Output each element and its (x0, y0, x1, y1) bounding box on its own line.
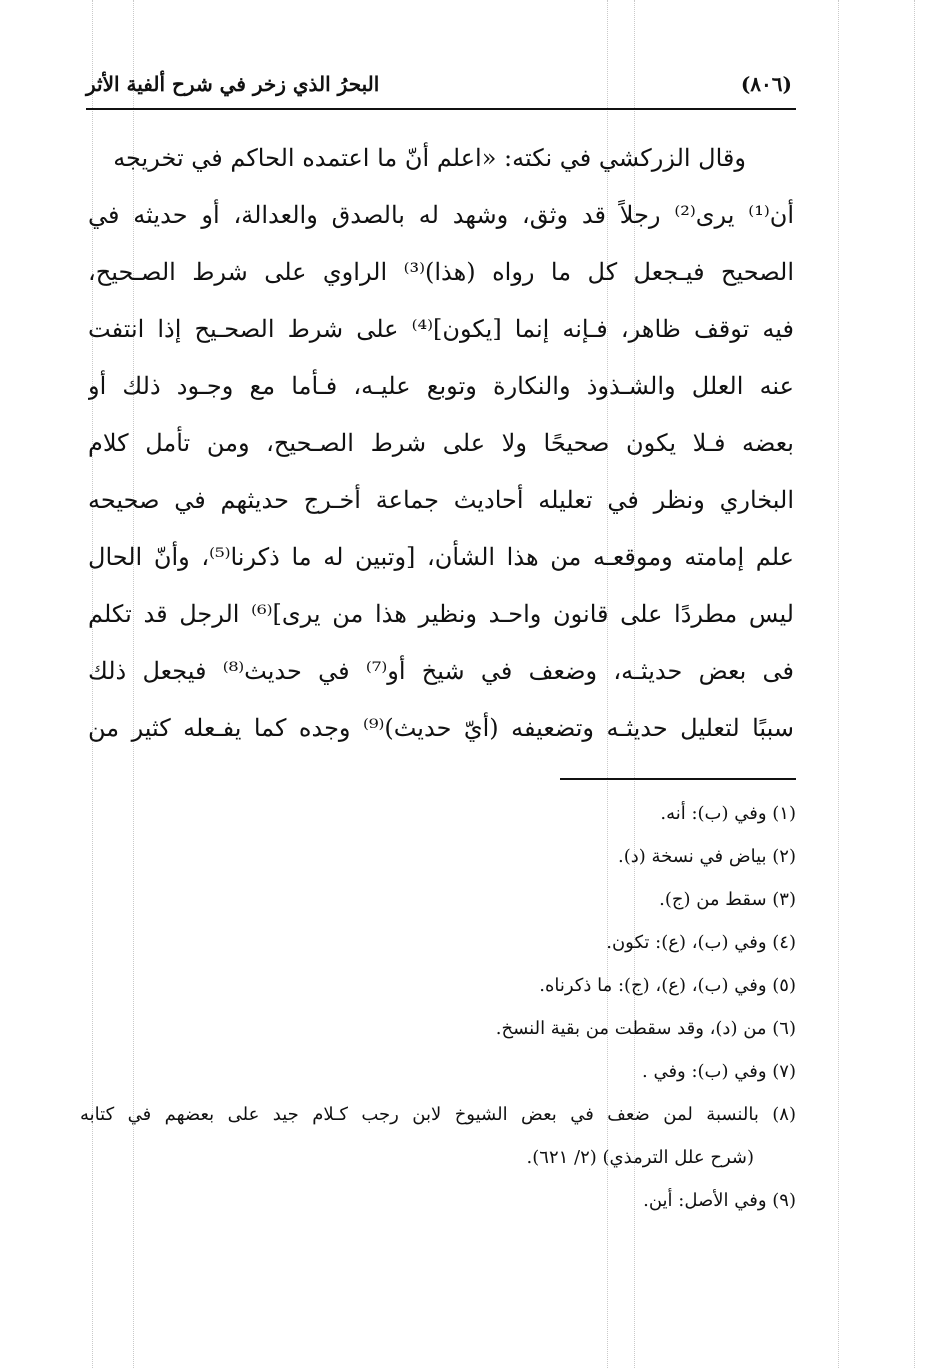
text-line: فيه توقف ظاهر، فـإنه إنما [يكون]⁽⁴⁾ على شرط الصحـيح إذا انتفت (88, 315, 794, 343)
scan-artifact-line (838, 0, 839, 1368)
footnote: (١) وفي (ب): أنه. (660, 803, 796, 824)
text-line: علم إمامته وموقعـه من هذا الشأن، [وتبين له ما ذكرنا⁽⁵⁾، وأنّ الحال (88, 543, 794, 571)
text-line: البخاري ونظر في تعليله أحاديث جماعة أخـرج حديثهم في صحيحه (88, 486, 794, 514)
footnote: (٣) سقط من (ج). (659, 889, 796, 910)
header-rule (86, 108, 796, 110)
page-number: (٨٠٦) (740, 72, 792, 96)
text-line: أن⁽¹⁾ يرى⁽²⁾ رجلاً قد وثق، وشهد له بالصدق والعدالة، أو حديثه في (88, 201, 794, 229)
footnote-continuation: (شرح علل الترمذي) (٢/ ٦٢١). (526, 1147, 754, 1168)
text-line: الصحيح فيـجعل كل ما رواه (هذا)⁽³⁾ الراوي على شرط الصـحيح، (88, 258, 794, 286)
text-line: بعضه فـلا يكون صحيحًا ولا على شرط الصـحيح، ومن تأمل كلام (88, 429, 794, 457)
footnotes (80, 792, 796, 1222)
footnote: (٧) وفي (ب): وفي . (642, 1061, 796, 1082)
text-line: فى بعض حديثـه، وضعف في شيخ أو⁽⁷⁾ في حديث⁽⁸⁾ فيجعل ذلك (88, 657, 794, 685)
running-title: البحرُ الذي زخر في شرح ألفية الأثر (86, 72, 380, 96)
text-line: عنه العلل والشـذوذ والنكارة وتوبع عليـه، فـأما مع وجـود ذلك أو (88, 372, 794, 400)
page-header (86, 66, 796, 106)
footnote: (٤) وفي (ب)، (ع): تكون. (606, 932, 796, 953)
footnote: (٥) وفي (ب)، (ع)، (ج): ما ذكرناه. (539, 975, 796, 996)
footnote: (٩) وفي الأصل: أين. (643, 1190, 796, 1211)
footnote-rule (560, 778, 796, 780)
main-text (88, 130, 794, 757)
scan-artifact-line (914, 0, 915, 1368)
text-line: ليس مطردًا على قانون واحـد ونظير هذا من يرى]⁽⁶⁾ الرجل قد تكلم (88, 600, 794, 628)
text-line: وقال الزركشي في نكته: «اعلم أنّ ما اعتمده الحاكم في تخريجه (113, 144, 746, 172)
footnote: (٦) من (د)، وقد سقطت من بقية النسخ. (495, 1018, 796, 1039)
footnote: (٨) بالنسبة لمن ضعف في بعض الشيوخ لابن رجب كـلام جيد على بعضهم في كتابه (80, 1104, 796, 1125)
footnote: (٢) بياض في نسخة (د). (617, 846, 796, 867)
text-line: سببًا لتعليل حديثـه وتضعيفه (أيّ حديث)⁽⁹⁾ وجده كما يفـعله كثير من (88, 714, 794, 742)
